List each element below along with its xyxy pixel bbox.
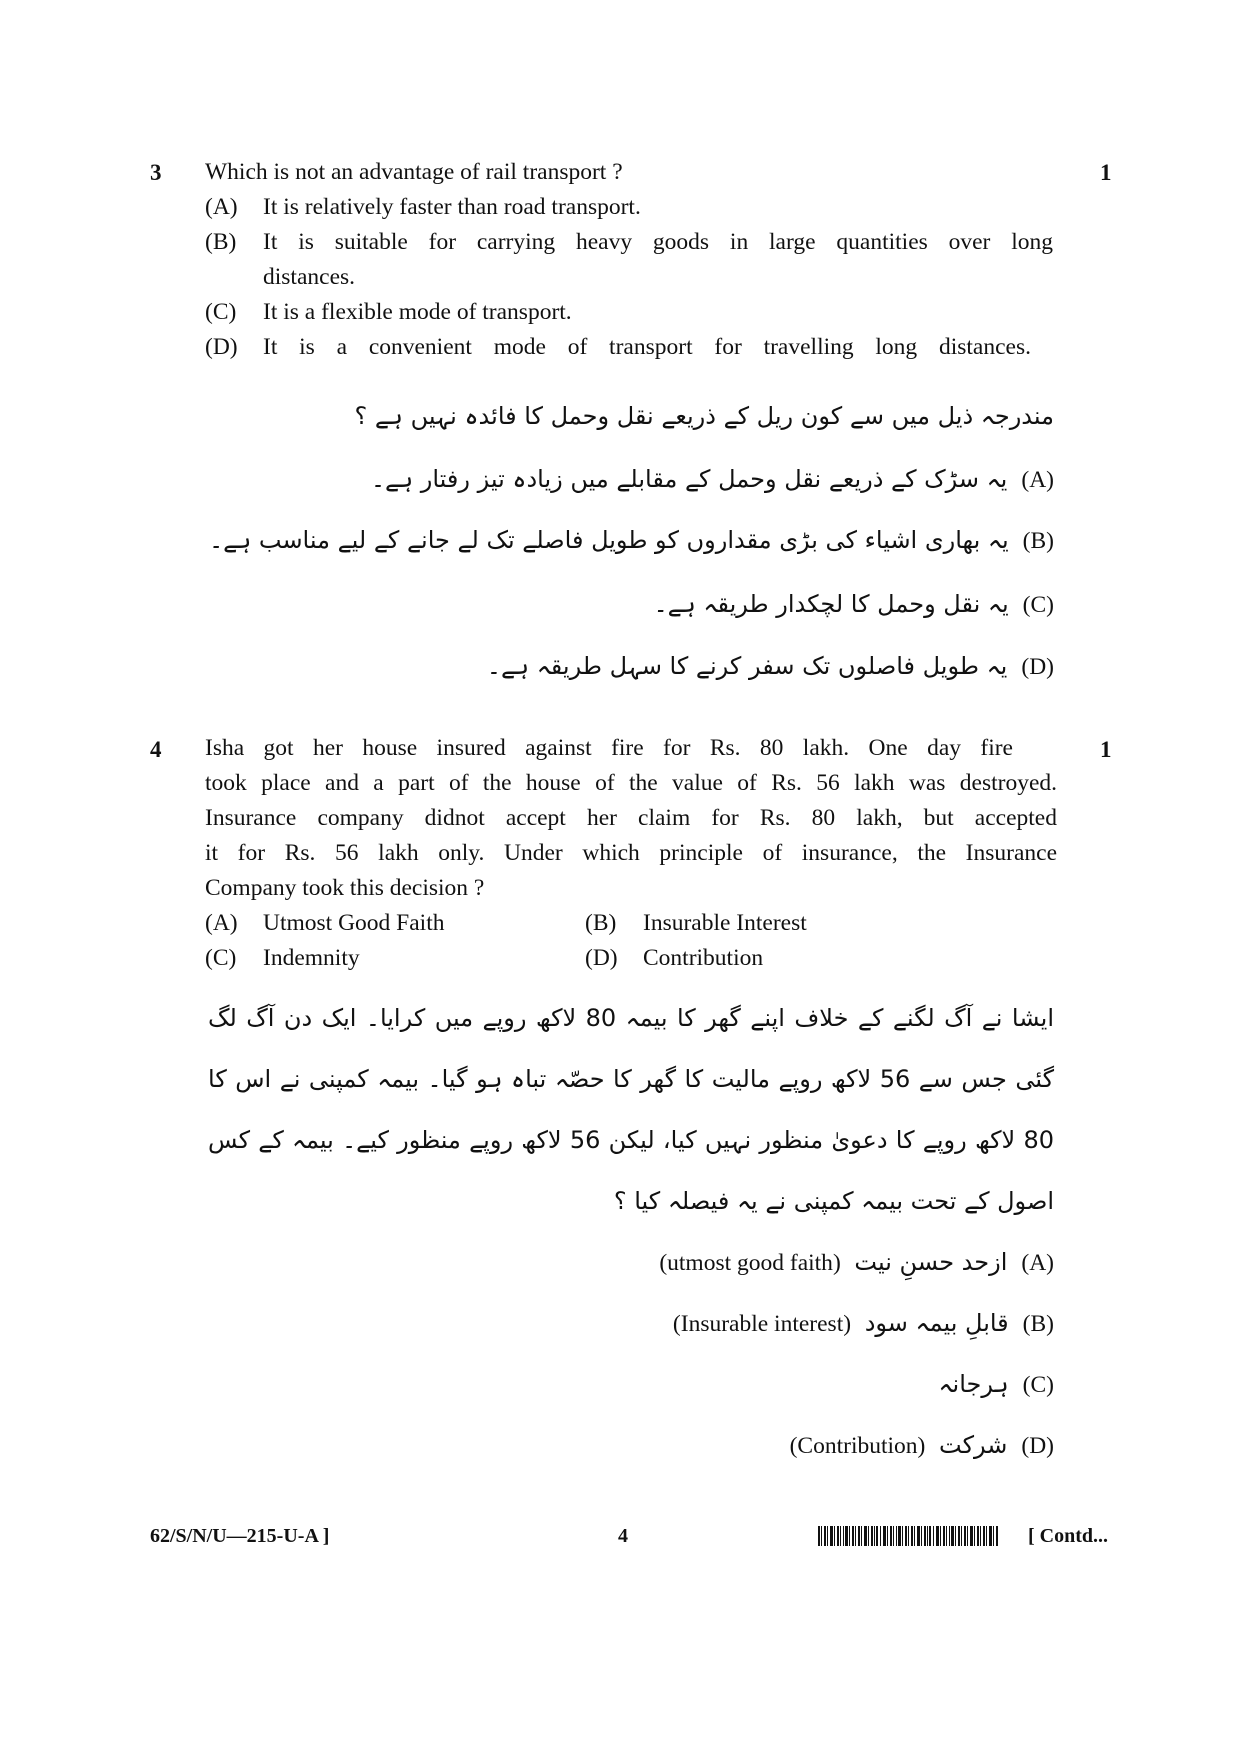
paper-code: 62/S/N/U—215-U-A ] <box>150 1525 330 1547</box>
option-label: (D) <box>1021 1433 1054 1459</box>
option-label: (A) <box>205 910 238 936</box>
option-english: (Contribution) <box>789 1433 926 1459</box>
question-3-text: Which is not an advantage of rail transport ? <box>205 159 623 185</box>
q4-urdu-option-d <box>790 1431 1054 1460</box>
q3-urdu-option-c <box>654 590 1054 619</box>
q3-option-c <box>205 295 572 330</box>
option-label: (A) <box>1021 467 1054 493</box>
option-label: (B) <box>1022 528 1054 554</box>
barcode-graphic <box>818 1526 998 1546</box>
option-text: یہ نقل وحمل کا لچکدار طریقہ ہے۔ <box>653 590 1009 618</box>
q3-option-d-text: It is a convenient mode of transport for travelling long distances. <box>263 334 1031 360</box>
option-text: یہ سڑک کے ذریعے نقل وحمل کے مقابلے میں زیادہ تیز رفتار ہے۔ <box>370 465 1008 493</box>
continued-label: [ Contd... <box>1028 1525 1109 1547</box>
q3-urdu-option-a <box>371 465 1054 494</box>
q3-urdu-question: مندرجہ ذیل میں سے کون ریل کے ذریعے نقل وحمل کا فائدہ نہیں ہے ؟ <box>354 402 1054 430</box>
option-label: (D) <box>585 945 618 971</box>
q4-option-c <box>205 941 360 976</box>
q4-option-d <box>585 941 764 976</box>
option-text: یہ طویل فاصلوں تک سفر کرنے کا سہل طریقہ ہے۔ <box>486 652 1008 680</box>
option-urdu: شرکت <box>939 1431 1008 1459</box>
question-4-marks: 1 <box>1100 737 1112 762</box>
option-english: (utmost good faith) <box>659 1250 841 1276</box>
q3-option-d <box>205 330 238 365</box>
option-label: (B) <box>585 910 617 936</box>
q4-urdu-question: ایشا نے آگ لگنے کے خلاف اپنے گھر کا بیمہ 80 لاکھ روپے میں کرایا۔ ایک دن آگ لگ گئی جس سے 56 لاکھ روپے مالیت کا گھر کا حصّہ تباہ ہو گیا۔ بیمہ کمپنی نے اس کا 80 لاکھ روپے کا دعویٰ منظور نہیں کیا، لیکن 56 لاکھ روپے منظور کیے۔ بیمہ کے کس اصول کے تحت بیمہ کمپنی نے یہ فیصلہ کیا ؟ <box>208 1004 1055 1215</box>
option-label: (A) <box>1021 1250 1054 1276</box>
page-number: 4 <box>618 1525 628 1547</box>
q4-urdu-option-c <box>938 1370 1054 1399</box>
option-label: (C) <box>205 299 237 325</box>
q4-urdu-option-a <box>659 1248 1054 1277</box>
option-label: (A) <box>205 194 238 220</box>
q3-option-b-line2: distances. <box>263 264 356 290</box>
option-text: Utmost Good Faith <box>263 910 445 936</box>
question-4-text-line1: Isha got her house insured against fire for Rs. 80 lakh. One day fire <box>205 735 1013 761</box>
option-text: It is relatively faster than road transport. <box>263 194 641 220</box>
barcode-image <box>818 1526 998 1546</box>
option-text: Contribution <box>643 945 764 971</box>
question-3-marks: 1 <box>1100 160 1112 185</box>
option-text: Indemnity <box>263 945 360 971</box>
option-text: Insurable Interest <box>643 910 807 936</box>
option-urdu: ہرجانہ <box>938 1370 1009 1398</box>
question-4-text-line3: Insurance company didnot accept her claim for Rs. 80 lakh, but accepted <box>205 805 1057 831</box>
option-label: (D) <box>1021 654 1054 680</box>
q3-option-b-line1: It is suitable for carrying heavy goods in large quantities over long <box>263 229 1053 255</box>
q4-option-a <box>205 906 445 941</box>
option-urdu: ازحد حسنِ نیت <box>854 1248 1008 1276</box>
option-label: (B) <box>205 229 237 255</box>
q3-option-a <box>205 190 641 225</box>
option-label: (C) <box>205 945 237 971</box>
option-label: (C) <box>1022 1372 1054 1398</box>
q3-urdu-option-d <box>487 652 1054 681</box>
question-4-text-line4: it for Rs. 56 lakh only. Under which principle of insurance, the Insurance <box>205 840 1057 866</box>
question-3-number: 3 <box>150 160 162 185</box>
option-label: (B) <box>1022 1311 1054 1337</box>
q4-option-b <box>585 906 807 941</box>
option-label: (C) <box>1022 592 1054 618</box>
question-4-text-line2: took place and a part of the house of the value of Rs. 56 lakh was destroyed. <box>205 770 1057 796</box>
question-4-number: 4 <box>150 737 162 762</box>
question-4-text-line5: Company took this decision ? <box>205 875 485 901</box>
option-text: It is a flexible mode of transport. <box>263 299 572 325</box>
option-english: (Insurable interest) <box>672 1311 852 1337</box>
option-label: (D) <box>205 334 238 360</box>
q4-urdu-option-b <box>673 1309 1054 1338</box>
q3-option-b <box>205 225 236 260</box>
option-urdu: قابلِ بیمہ سود <box>864 1309 1009 1337</box>
option-text: یہ بھاری اشیاء کی بڑی مقداروں کو طویل فاصلے تک لے جانے کے لیے مناسب ہے۔ <box>209 526 1009 554</box>
q3-urdu-option-b <box>209 526 1054 555</box>
